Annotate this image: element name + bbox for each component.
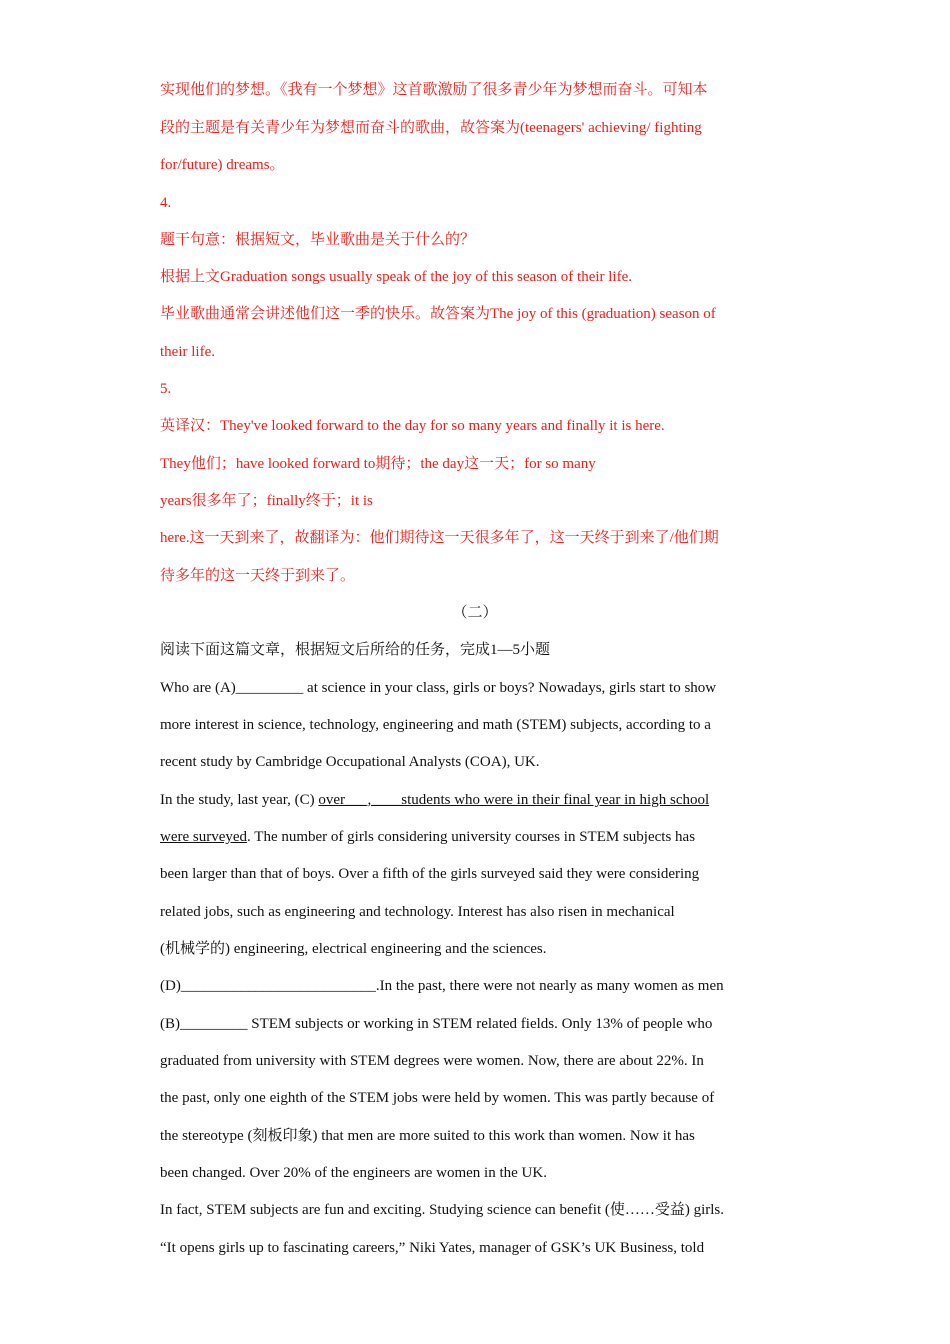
section-instruction: 阅读下面这篇文章，根据短文后所给的任务，完成1—5小题 — [160, 642, 551, 658]
underlined-sentence-c: were surveyed — [160, 829, 248, 845]
answer-line: 英译汉：They've looked forward to the day for so many years and finally it is here. — [160, 418, 665, 434]
answer-line: 待多年的这一天终于到来了。 — [160, 568, 356, 584]
passage-line — [160, 790, 800, 810]
answer-line: years很多年了；finally终于；it is — [160, 493, 373, 509]
answer-line: 毕业歌曲通常会讲述他们这一季的快乐。故答案为The joy of this (graduation) season of — [160, 306, 716, 322]
passage-line: Who are (A)_________ at science in your class, girls or boys? Nowadays, girls start to show — [160, 680, 717, 696]
answer-line: for/future) dreams。 — [160, 157, 285, 173]
passage-line: recent study by Cambridge Occupational Analysts (COA), UK. — [160, 754, 540, 770]
passage-text: . The number of girls considering university courses in STEM subjects has — [247, 829, 696, 845]
question-number-5: 5. — [160, 381, 172, 397]
passage-line: the stereotype (刻板印象) that men are more suited to this work than women. Now it has — [160, 1128, 695, 1144]
passage-line: more interest in science, technology, engineering and math (STEM) subjects, according to a — [160, 717, 711, 733]
passage-line: been changed. Over 20% of the engineers are women in the UK. — [160, 1165, 547, 1181]
answer-line: here.这一天到来了，故翻译为：他们期待这一天很多年了，这一天终于到来了/他们期 — [160, 530, 719, 546]
underlined-sentence-c: over___,____students who were in their final year in high school — [318, 792, 710, 808]
answer-line: 根据上文Graduation songs usually speak of the joy of this season of their life. — [160, 269, 633, 285]
answer-line: They他们；have looked forward to期待；the day这一天；for so many — [160, 456, 596, 472]
passage-line: graduated from university with STEM degrees were women. Now, there are about 22%. In — [160, 1053, 704, 1069]
passage-line: (D)__________________________.In the past, there were not nearly as many women as men — [160, 978, 724, 994]
answer-line: 题干句意：根据短文，毕业歌曲是关于什么的？ — [160, 232, 476, 248]
answer-line: their life. — [160, 344, 215, 360]
passage-line: In fact, STEM subjects are fun and exciting. Studying science can benefit (使……受益) girls. — [160, 1202, 725, 1218]
answer-line: 段的主题是有关青少年为梦想而奋斗的歌曲，故答案为(teenagers' achieving/ fighting — [160, 120, 702, 136]
question-number-4: 4. — [160, 195, 172, 211]
passage-line: “It opens girls up to fascinating careers,” Niki Yates, manager of GSK’s UK Business, told — [160, 1240, 705, 1256]
passage-line — [160, 827, 800, 847]
passage-line: been larger than that of boys. Over a fifth of the girls surveyed said they were considering — [160, 866, 700, 882]
passage-line: the past, only one eighth of the STEM jobs were held by women. This was partly because of — [160, 1090, 715, 1106]
answer-line: 实现他们的梦想。《我有一个梦想》这首歌激励了很多青少年为梦想而奋斗。可知本 — [160, 82, 708, 98]
passage-line: related jobs, such as engineering and technology. Interest has also risen in mechanical — [160, 904, 675, 920]
passage-line: (机械学的) engineering, electrical engineering and the sciences. — [160, 941, 547, 957]
section-heading: （二） — [452, 605, 498, 621]
passage-text: In the study, last year, (C) — [160, 792, 319, 808]
passage-line: (B)_________ STEM subjects or working in STEM related fields. Only 13% of people who — [160, 1016, 713, 1032]
